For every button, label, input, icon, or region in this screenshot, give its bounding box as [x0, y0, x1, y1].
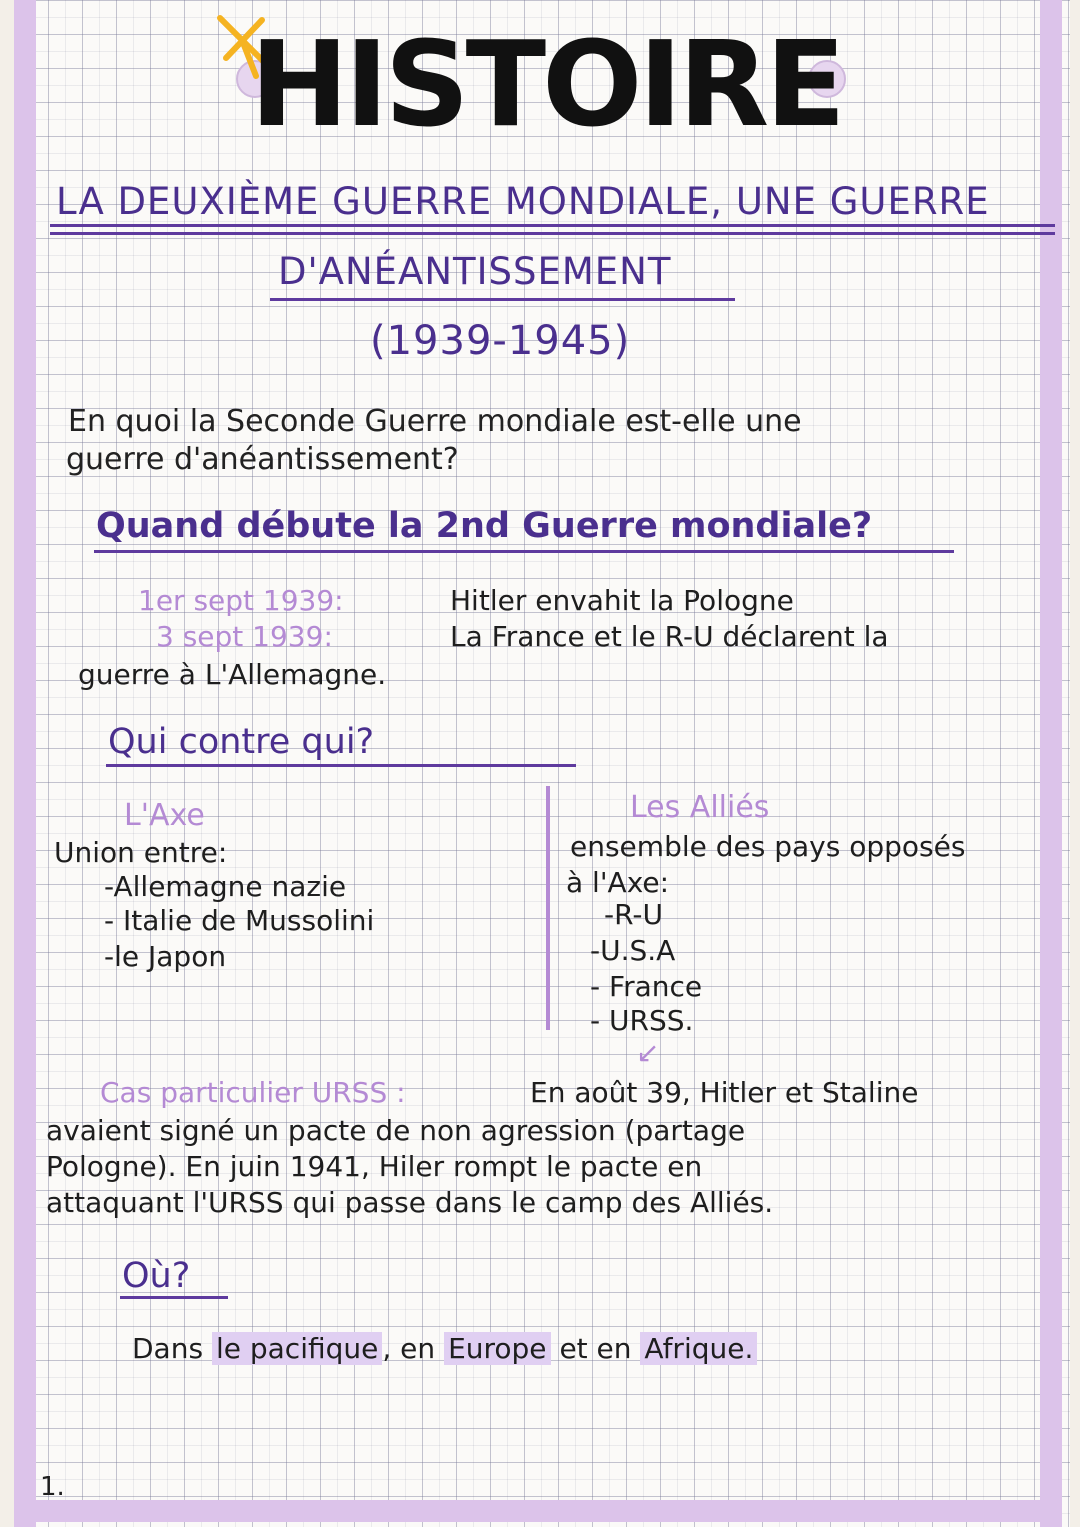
where-sep-1: , en: [382, 1332, 436, 1365]
question-line-1: En quoi la Seconde Guerre mondiale est-elle une: [68, 404, 802, 439]
section-heading-where: Où?: [122, 1256, 191, 1296]
subtitle-line-1: LA DEUXIÈME GUERRE MONDIALE, UNE GUERRE: [56, 180, 990, 223]
dates-range: (1939-1945): [370, 318, 631, 364]
column-divider: [546, 786, 550, 1030]
axis-intro: Union entre:: [54, 836, 228, 869]
allies-item: -R-U: [604, 898, 664, 931]
where-line: [132, 1332, 757, 1365]
section-heading-sides: Qui contre qui?: [108, 722, 375, 762]
where-europe: Europe: [444, 1332, 550, 1365]
section-heading-start: Quand débute la 2nd Guerre mondiale?: [96, 506, 873, 546]
where-pacifique: le pacifique: [212, 1332, 382, 1365]
event-date-2: 3 sept 1939:: [156, 620, 333, 653]
allies-item: -U.S.A: [590, 934, 676, 967]
section-heading-sides-underline: [106, 764, 576, 767]
event-text-2-cont: guerre à L'Allemagne.: [78, 658, 387, 691]
allies-intro-2: à l'Axe:: [566, 866, 670, 899]
subtitle-underline-2: [270, 298, 735, 301]
axis-item: - Italie de Mussolini: [104, 904, 375, 937]
allies-intro-1: ensemble des pays opposés: [570, 830, 966, 863]
section-heading-where-underline: [120, 1296, 228, 1299]
page-title: HISTOIRE: [250, 15, 842, 153]
special-case-line-4: attaquant l'URSS qui passe dans le camp des Alliés.: [46, 1186, 774, 1219]
subtitle-underline-1: [50, 224, 1055, 227]
where-afrique: Afrique.: [640, 1332, 757, 1365]
question-line-2: guerre d'anéantissement?: [66, 442, 459, 477]
page-number: 1.: [40, 1472, 65, 1502]
subtitle-line-2: D'ANÉANTISSEMENT: [278, 250, 672, 293]
where-dans: Dans: [132, 1332, 204, 1365]
page-border-right: [1040, 0, 1062, 1527]
allies-item: - France: [590, 970, 703, 1003]
axis-title: L'Axe: [124, 798, 205, 833]
special-case-label: Cas particulier URSS :: [100, 1076, 406, 1109]
allies-item: - URSS.: [590, 1004, 694, 1037]
event-date-1: 1er sept 1939:: [138, 584, 344, 617]
special-case-line-3: Pologne). En juin 1941, Hiler rompt le pacte en: [46, 1150, 703, 1183]
page-border-bottom: [14, 1500, 1062, 1522]
section-heading-start-underline: [94, 550, 954, 553]
event-text-1: Hitler envahit la Pologne: [450, 584, 794, 617]
page-border-left: [14, 0, 36, 1527]
event-text-2: La France et le R-U déclarent la: [450, 620, 889, 653]
arrow-down-left-icon: ↙: [636, 1036, 660, 1069]
special-case-line-2: avaient signé un pacte de non agression (partage: [46, 1114, 746, 1147]
axis-item: -le Japon: [104, 940, 227, 973]
subtitle-underline-1b: [50, 232, 1055, 235]
allies-title: Les Alliés: [630, 790, 770, 825]
special-case-line-1: En août 39, Hitler et Staline: [530, 1076, 919, 1109]
axis-item: -Allemagne nazie: [104, 870, 347, 903]
where-sep-2: et en: [559, 1332, 632, 1365]
